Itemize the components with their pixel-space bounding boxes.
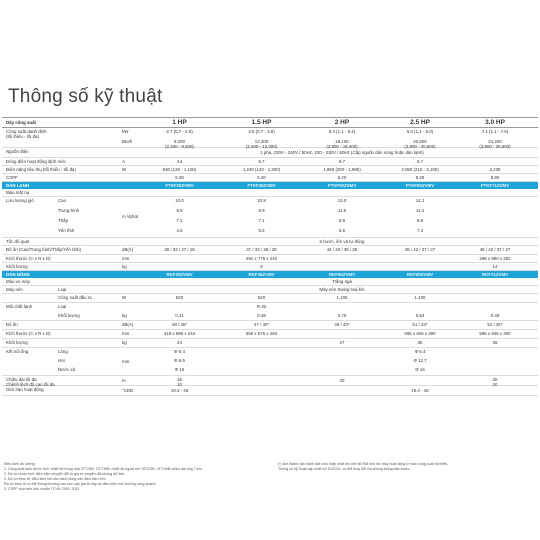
unit-label: mm	[122, 331, 130, 336]
cell-value: 7.4	[416, 228, 424, 233]
row-label: Kích thước (C x R x D)	[6, 331, 51, 336]
section-band	[2, 182, 538, 189]
table-row	[2, 348, 538, 376]
cell-value: 10	[177, 381, 182, 387]
row-label: Giới hạn hoạt động	[6, 387, 44, 392]
row-sublabel: Công suất đầu ra	[58, 295, 92, 300]
unit-label: mm	[122, 358, 130, 364]
table-header	[2, 117, 538, 128]
col-2hp: 2 HP	[334, 119, 350, 126]
cell-value: 13.0	[337, 198, 347, 203]
col-3hp: 3.0 HP	[485, 119, 505, 126]
cell-value: 15	[177, 377, 182, 382]
row-label: Màu vỏ máy	[6, 279, 30, 284]
cell-value: 11.6	[337, 208, 347, 213]
table-row	[2, 148, 538, 158]
row-sublabel: Yên tĩnh	[58, 228, 75, 233]
section-band	[2, 271, 538, 278]
cell-value: 8.8	[338, 218, 346, 223]
note-line: 2. Độ ồn được tính: điều kiện chuyển đổi từ giá trị chuyển đổi không dữ liệu.	[4, 472, 126, 476]
row-label: Chiều dài tối đa Chênh lệch độ cao tối đa	[6, 377, 55, 388]
cell-value: 10.8	[257, 198, 266, 203]
cell-value: 38 / 32 / 27 / 18	[164, 247, 195, 252]
row-label: Khối lượng	[6, 340, 28, 345]
spec-table	[2, 117, 538, 396]
cell-value: 8.7	[338, 159, 346, 164]
row-label: Độ ồn	[6, 322, 18, 327]
cell-value: 291 x 775 x 242	[245, 256, 278, 261]
cell-value: 5.7	[258, 159, 265, 164]
cell-value: 5.5	[258, 228, 265, 233]
row-label: Lưu lượng gió	[6, 198, 34, 203]
cell-value: 51 / 43*	[412, 322, 428, 327]
cell-value: 8.9	[258, 208, 265, 213]
row-label: Khối lượng	[6, 264, 28, 269]
note-line: 1. Công suất lạnh được tính: nhiệt độ trong nhà 27°CDB, 19°CWB; nhiệt độ ngoài trời 35°CDB, 24°CWB chiều dài ống 7,5m	[4, 467, 202, 471]
model-name: FTKF71ZVMV	[480, 183, 510, 188]
table-row	[2, 321, 538, 330]
cell-value: 19.4 - 46	[170, 387, 189, 393]
cell-value: 48 / 40*	[171, 322, 188, 327]
cell-value: 14.1	[415, 198, 425, 203]
cell-value: R-32	[256, 304, 267, 309]
span-value: 1 pha, 220V - 240V / 50Hz, 220 - 230V / 60Hz (Cấp nguồn dàn nóng hoặc dàn lạnh)	[260, 149, 424, 155]
section-label: DÀN NÓNG	[6, 272, 30, 277]
cell-value: 5.90	[490, 175, 500, 180]
table-row	[2, 278, 538, 286]
model-name: RKF71ZVMV	[481, 272, 509, 277]
cell-value: 9,200 (2,400 - 9,600)	[165, 138, 194, 149]
cell-value: 9.8	[416, 218, 424, 223]
row-sublabel: Khối lượng	[58, 312, 80, 318]
col-25hp: 2.5 HP	[410, 119, 430, 126]
cell-value: Φ 6.4	[174, 349, 185, 354]
cell-value: 0.76	[337, 312, 347, 318]
note-line: Điều kiện đo lường:	[4, 462, 36, 466]
cell-value: 1,100	[414, 295, 426, 300]
unit-label: W	[122, 295, 127, 300]
table-row	[2, 330, 538, 339]
model-name: FTKF60ZVMV	[405, 183, 435, 188]
note-line: 3. Độ ồn thực tế: điều kiện khi vận hành đúng các điều kiện trên	[4, 477, 106, 481]
notes-left	[4, 462, 202, 492]
table-row	[2, 376, 538, 386]
cell-value: 18,100 (3,800 - 18,400)	[326, 138, 358, 149]
table-row	[2, 255, 538, 263]
unit-label: m	[122, 377, 126, 383]
row-sublabel: Cao	[58, 198, 67, 203]
notes-right	[278, 462, 528, 472]
table-row	[2, 166, 538, 174]
cell-value: 0.48	[257, 312, 266, 318]
model-name: RKF60ZVMV	[406, 272, 434, 277]
cell-value: 8.5	[176, 208, 183, 213]
cell-value: 49 / 43*	[334, 322, 350, 327]
unit-label: m ³/phút	[122, 214, 139, 219]
row-label: Kích thước (C x R x D)	[6, 256, 51, 261]
page-title: Thông số kỹ thuật	[8, 86, 163, 107]
row-label: Máy nén	[6, 287, 23, 292]
table-row	[2, 303, 538, 321]
cell-value: 45 / 42 / 37 / 27	[404, 247, 436, 252]
row-sublabel: Lỏng	[58, 349, 68, 354]
cell-value: 10.0	[175, 198, 184, 203]
cell-value: 2,060 (215 - 2,100)	[401, 167, 439, 172]
cell-value: 520	[175, 295, 184, 300]
table-row	[2, 197, 538, 238]
unit-label: kW	[122, 129, 129, 134]
unit-label: dB(A)	[122, 247, 134, 252]
row-label: Công suất danh định (tối thiểu - tối đa)	[6, 129, 47, 140]
table-row	[2, 238, 538, 246]
table-row	[2, 189, 538, 197]
table-row	[2, 246, 538, 255]
cell-value: 298 x 990 x 282	[479, 256, 511, 261]
table-row	[2, 286, 538, 294]
cell-value: 7.1 (1.1 - 7.5)	[481, 129, 509, 134]
col-1hp: 1 HP	[172, 119, 187, 126]
cell-value: 4.4	[176, 159, 183, 164]
cell-value: 9	[260, 264, 263, 269]
span-value: Trắng ngà	[332, 279, 352, 284]
unit-label: Btu/h	[122, 138, 133, 144]
row-sublabel: Loại	[58, 287, 67, 292]
cell-value: 5.20	[337, 175, 347, 180]
note-line: (*) Âm thanh vận hành đạt mức thấp nhất khi chế độ Rất nhỏ khi máy hoạt động ở mức công suất tối thiểu.	[278, 462, 449, 466]
cell-value: Φ 16	[174, 367, 185, 372]
row-label: Dòng điện hoạt động định mức	[6, 159, 67, 164]
cell-value: 19.4 - 46	[411, 387, 429, 393]
row-label: Tốc độ quạt	[6, 239, 30, 244]
cell-value: Φ 6.4	[414, 349, 426, 354]
table-row	[2, 294, 538, 303]
col-15hp: 1.5 HP	[251, 119, 272, 126]
cell-value: 11.4	[415, 208, 425, 213]
unit-label: kg	[122, 340, 127, 345]
row-sublabel: Nước xả	[58, 367, 76, 372]
table-row	[2, 128, 538, 148]
cell-value: 12,300 (2,400 - 13,000)	[245, 138, 278, 149]
row-label: Môi chất lạnh	[6, 304, 33, 309]
cell-value: 520	[257, 295, 266, 300]
cell-value: 20	[339, 377, 345, 383]
cell-value: 1,240 (120 - 1,300)	[242, 167, 281, 172]
cell-value: 5.3 (1.1 - 5.4)	[328, 129, 356, 134]
cell-value: Φ 12.7	[413, 358, 427, 363]
cell-value: 595 x 845 x 300	[404, 331, 436, 336]
note-line: Thông số kỹ thuật cập nhật tới 10/2024, có thể thay đổi mà không thông báo trước.	[278, 467, 411, 471]
cell-value: Φ 16	[415, 367, 425, 372]
cell-value: 45 / 42 / 37 / 27	[479, 247, 511, 252]
cell-value: 44 / 40 / 35 / 25	[326, 247, 358, 252]
cell-value: 5.25	[415, 175, 425, 180]
unit-label: °CDB	[122, 387, 134, 393]
model-name: FTKF50ZVMV	[327, 183, 357, 188]
row-label: Kết nối ống	[6, 349, 29, 354]
header-label: Dãy công suất	[6, 120, 37, 125]
row-sublabel: Trung bình	[58, 208, 80, 213]
cell-value: 20	[492, 381, 498, 387]
cell-value: 7.1	[258, 218, 265, 223]
cell-value: 20,500 (3,800 - 20,500)	[404, 138, 436, 149]
cell-value: 1,850 (200 - 1,980)	[323, 167, 361, 172]
cell-value: 5.38	[175, 175, 184, 180]
cell-value: 418 x 695 x 244	[163, 331, 196, 336]
cell-value: 47 / 40*	[253, 322, 270, 327]
cell-value: 1,100	[336, 295, 348, 300]
cell-value: 3.6 (0.7 - 3.8)	[248, 129, 275, 134]
model-name: FTKF25ZVMV	[165, 183, 194, 188]
table-row	[2, 339, 538, 348]
model-name: RKF35ZVMV	[248, 272, 275, 277]
table-row	[2, 174, 538, 182]
table-row	[2, 158, 538, 166]
row-label: CSPF	[6, 175, 18, 180]
cell-value: 35	[417, 340, 423, 345]
cell-value: 6.0 (1.1 - 6.0)	[406, 129, 434, 134]
row-label: Điện năng tiêu thụ (tối thiểu - tối đa)	[6, 167, 76, 172]
cell-value: 930 (120 - 1,100)	[162, 167, 197, 172]
span-value: Máy nén Swing loại kín	[319, 287, 365, 292]
row-sublabel: Hơi	[58, 358, 66, 363]
unit-label: dB(A)	[122, 322, 134, 327]
section-label: DÀN LẠNH	[6, 183, 29, 188]
model-name: RKF50ZVMV	[328, 272, 356, 277]
table-row	[2, 263, 538, 271]
cell-value: 14	[492, 264, 498, 269]
table-row	[2, 386, 538, 396]
unit-label: A	[122, 159, 125, 164]
cell-value: 7.1	[176, 218, 183, 223]
row-label: Nguồn điện	[6, 149, 29, 154]
cell-value: 24,200 (3,800 - 25,600)	[479, 138, 511, 149]
cell-value: 550 x 675 x 284	[245, 331, 278, 336]
cell-value: 36	[492, 340, 498, 345]
cell-value: 37 / 33 / 28 / 20	[246, 247, 277, 252]
cell-value: 2.7 (0.7 - 2.8)	[166, 129, 193, 134]
cell-value: 9.7	[416, 159, 424, 164]
cell-value: 0.48	[490, 312, 500, 318]
cell-value: 2,230	[489, 167, 501, 172]
row-sublabel: Loại	[58, 304, 67, 309]
unit-label: kg	[122, 264, 127, 269]
model-name: RKF25ZVMV	[166, 272, 193, 277]
note-line: 3. CSPF dựa trên tiêu chuẩn TCVN 7830: 2021	[4, 487, 80, 491]
cell-value: 27	[339, 340, 345, 345]
unit-label: mm	[122, 256, 130, 261]
row-label: Độ ồn (Cao/Trung bình/Thấp/Yên tĩnh)	[6, 247, 82, 252]
model-name: FTKF35ZVMV	[247, 183, 276, 188]
unit-label: W	[122, 167, 127, 172]
cell-value: 0.41	[175, 312, 184, 318]
row-sublabel: Thấp	[58, 218, 69, 223]
cell-value: 6.5	[338, 228, 346, 233]
cell-value: 30	[492, 377, 498, 382]
unit-label: kg	[122, 312, 127, 318]
cell-value: Φ 9.5	[174, 358, 185, 363]
note-line: Độ ồn thực tế có thể thông thường cao hơn các giá trị này do điều kiện môi trường xung quanh.	[4, 482, 157, 486]
cell-value: 24	[177, 340, 182, 345]
cell-value: 0.53	[415, 312, 425, 318]
cell-value: 5.40	[257, 175, 266, 180]
span-value: 5 bước, êm và tự động	[319, 239, 365, 244]
cell-value: 52 / 45*	[487, 322, 503, 327]
cell-value: 595 x 845 x 300	[479, 331, 511, 336]
row-label: Màu mặt nạ	[6, 190, 30, 195]
cell-value: 4.8	[176, 228, 183, 233]
